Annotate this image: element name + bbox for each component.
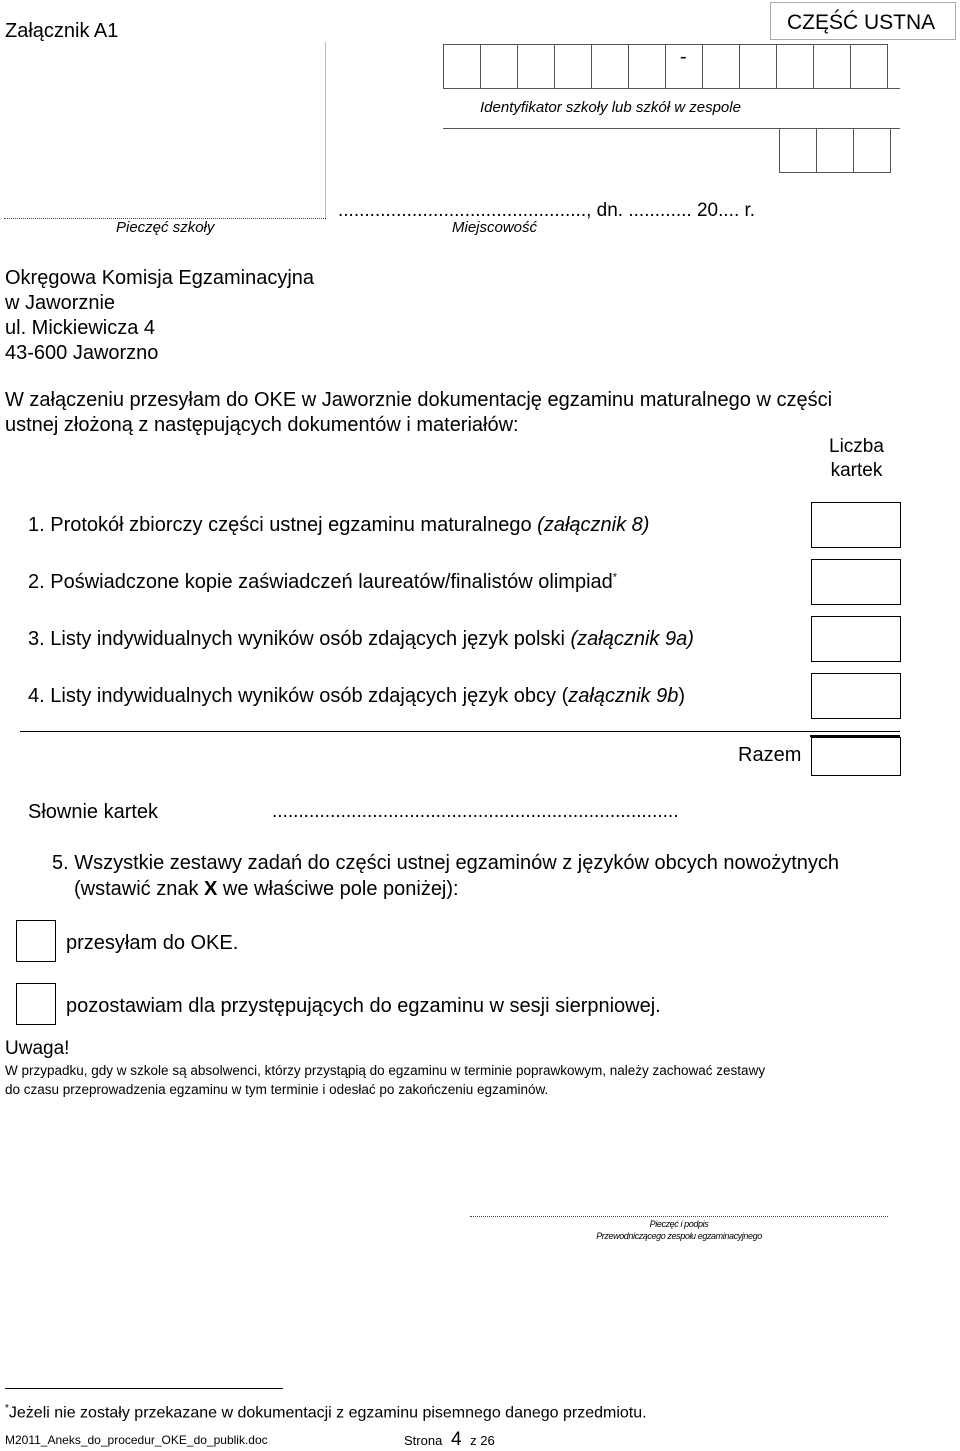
item-4 — [28, 685, 685, 708]
address-line: ul. Mickiewicza 4 — [5, 317, 156, 339]
total-separator — [20, 731, 900, 732]
address-line: w Jaworznie — [5, 292, 116, 314]
id-cell[interactable] — [703, 45, 740, 89]
note-line: do czasu przeprowadzenia egzaminu w tym terminie i odesłać po zakończeniu egzaminów. — [5, 1082, 549, 1097]
id-cell[interactable] — [780, 129, 817, 173]
item-1 — [28, 514, 649, 537]
item-5-text: (wstawić znak — [74, 878, 205, 900]
id-cell[interactable] — [851, 45, 888, 89]
id-cell[interactable] — [817, 129, 854, 173]
item-text: Listy indywidualnych wyników osób zdających język polski — [50, 628, 571, 650]
option-send-label: przesyłam do OKE. — [66, 932, 239, 954]
address-block — [5, 266, 314, 366]
id-cell[interactable] — [854, 129, 891, 173]
id-cell[interactable] — [629, 45, 666, 89]
item-3 — [28, 628, 694, 651]
footnote-marker: * — [612, 571, 618, 584]
item-italic: (załącznik 9a) — [570, 628, 694, 650]
address-line: Okręgowa Komisja Egzaminacyjna — [5, 267, 315, 289]
option-keep-checkbox[interactable] — [16, 983, 56, 1025]
note-text — [5, 1061, 765, 1099]
item-4-count-box[interactable] — [811, 673, 901, 719]
item-italic: (załącznik 8) — [537, 514, 650, 536]
signature-caption — [470, 1218, 888, 1242]
signature-caption-line: Pieczęć i podpis — [649, 1219, 709, 1229]
id-cell[interactable] — [555, 45, 592, 89]
stamp-caption: Pieczęć szkoły — [116, 219, 215, 236]
id-cell[interactable] — [518, 45, 555, 89]
footnote-separator — [5, 1388, 283, 1389]
option-keep-label: pozostawiam dla przystępujących do egzaminu w sesji sierpniowej. — [66, 995, 661, 1017]
item-text-tail: ) — [678, 685, 685, 707]
footer-filename: M2011_Aneks_do_procedur_OKE_do_publik.doc — [5, 1433, 268, 1447]
id-cell[interactable] — [592, 45, 629, 89]
id-cell[interactable] — [444, 45, 481, 89]
words-dotted-field[interactable]: ............................................................................. — [272, 801, 679, 822]
attachment-label: Załącznik A1 — [5, 20, 119, 42]
item-number: 2. — [28, 571, 45, 593]
footer-page-total: z 26 — [470, 1433, 495, 1448]
item-5-line: 5. Wszystkie zestawy zadań do części ustnej egzaminów z języków obcych nowożytnych — [52, 852, 840, 874]
item-5 — [52, 850, 839, 902]
item-number: 1. — [28, 514, 45, 536]
id-cell[interactable] — [814, 45, 851, 89]
school-id-grid — [443, 44, 888, 89]
option-send-checkbox[interactable] — [16, 920, 56, 962]
item-3-count-box[interactable] — [811, 616, 901, 662]
school-id-grid-bottom — [779, 128, 891, 173]
count-header-line: Liczba — [829, 436, 884, 457]
id-caption: Identyfikator szkoły lub szkół w zespole — [480, 99, 741, 116]
intro-text — [5, 388, 832, 438]
stamp-frame-right — [325, 42, 326, 220]
footer-page-number: 4 — [450, 1429, 462, 1450]
item-italic: załącznik 9b — [568, 685, 679, 707]
words-label: Słownie kartek — [28, 801, 159, 823]
item-text: Protokół zbiorczy części ustnej egzaminu maturalnego — [50, 514, 538, 536]
address-line: 43-600 Jaworzno — [5, 342, 159, 364]
count-header — [829, 435, 884, 483]
note-line: W przypadku, gdy w szkole są absolwenci, którzy przystąpią do egzaminu w terminie poprawkowym, należy zachować zestawy — [5, 1063, 766, 1078]
total-count-box[interactable] — [811, 737, 901, 776]
footer-page — [404, 1429, 495, 1451]
item-text: Poświadczone kopie zaświadczeń laureatów/finalistów olimpiad — [50, 571, 613, 593]
item-2 — [28, 571, 617, 594]
item-number: 3. — [28, 628, 45, 650]
part-label: CZĘŚĆ USTNA — [787, 11, 936, 34]
footnote-mark: * — [5, 1403, 9, 1414]
id-cell[interactable] — [740, 45, 777, 89]
id-cell[interactable] — [481, 45, 518, 89]
item-number: 4. — [28, 685, 45, 707]
intro-line: ustnej złożoną z następujących dokumentów i materiałów: — [5, 414, 519, 436]
place-caption: Miejscowość — [452, 219, 538, 236]
total-label: Razem — [738, 744, 802, 766]
id-dash: - — [680, 46, 687, 68]
part-label-box — [770, 2, 956, 40]
item-1-count-box[interactable] — [811, 502, 901, 548]
date-line[interactable]: ..............................................., dn. ............ 20.... r. — [338, 200, 756, 221]
item-5-line — [52, 876, 839, 902]
item-5-mark: X — [204, 878, 218, 900]
footer-page-word: Strona — [404, 1433, 443, 1448]
id-caption-band — [443, 88, 900, 129]
item-2-count-box[interactable] — [811, 559, 901, 605]
footnote-text: Jeżeli nie zostały przekazane w dokumentacji z egzaminu pisemnego danego przedmiotu. — [8, 1404, 647, 1422]
intro-line: W załączeniu przesyłam do OKE w Jaworznie dokumentację egzaminu maturalnego w części — [5, 389, 833, 411]
signature-caption-line: Przewodniczącego zespołu egzaminacyjnego — [596, 1231, 762, 1241]
footnote — [5, 1403, 647, 1422]
item-text: Listy indywidualnych wyników osób zdających język obcy ( — [50, 685, 569, 707]
count-header-line: kartek — [830, 460, 883, 481]
note-title: Uwaga! — [5, 1038, 70, 1059]
signature-dotted-line[interactable] — [470, 1216, 888, 1217]
id-cell[interactable] — [777, 45, 814, 89]
item-5-text: we właściwe pole poniżej): — [217, 878, 459, 900]
